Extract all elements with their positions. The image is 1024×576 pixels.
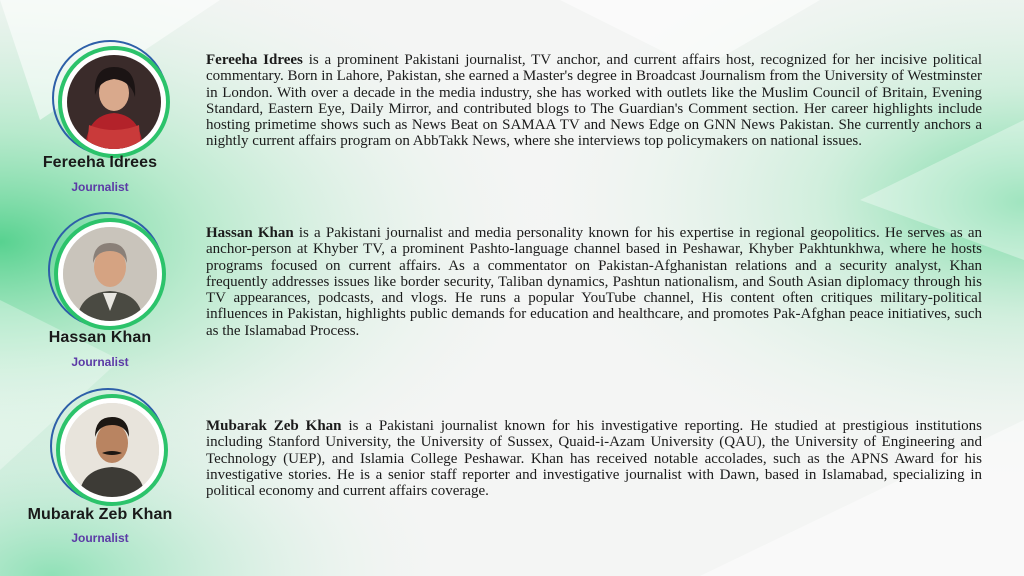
avatar: [48, 212, 168, 332]
avatar: [50, 388, 170, 508]
bio-name: Hassan Khan: [206, 225, 294, 241]
bio-paragraph-fereeha-idrees: [206, 52, 982, 150]
profile-photo: [65, 403, 159, 497]
avatar: [52, 40, 172, 160]
bio-name: Fereeha Idrees: [206, 52, 303, 68]
bio-text: is a Pakistani journalist and media personality known for his expertise in regional geopolitics. He serves as an anchor-person at Khyber TV, a prominent Pashto-language channel based in Peshawar, Khyber Pakhtunkhwa, where he hosts programs focused on current affairs. As a commentator on Pakistan-Afghanistan relations and a security analyst, Khan frequently addresses issues like border security, Taliban dynamics, Pashtun nationalism, and South Asian diplomacy through his TV appearances, podcasts, and vlogs. He runs a popular YouTube channel, His content often critiques military-political influences in Pakistan, highlights public demands for education and healthcare, and promotes Pak-Afghan peace initiatives, such as the Islamabad Process.: [206, 225, 982, 339]
bio-paragraph-hassan-khan: [206, 225, 982, 339]
profile-name: Hassan Khan: [48, 329, 152, 346]
profile-role: Journalist: [71, 355, 129, 369]
bio-name: Mubarak Zeb Khan: [206, 418, 342, 434]
profile-name: Fereeha Idrees: [42, 154, 158, 171]
profile-role: Journalist: [71, 531, 129, 545]
profile-role: Journalist: [71, 180, 129, 194]
profile-photo: [63, 227, 157, 321]
bio-text: is a prominent Pakistani journalist, TV anchor, and current affairs host, recognized for her incisive political commentary. Born in Lahore, Pakistan, she earned a Master's degree in Broadcast Journalism from the University of Westminster in London. With over a decade in the media industry, she has worked with outlets like the Muslim Council of Britain, Evening Standard, Eastern Eye, Daily Mirror, and contributed blogs to The Guardian's Comment section. Her career highlights include hosting primetime shows such as News Beat on SAMAA TV and News Edge on GNN News Pakistan. She currently anchors a nightly current affairs program on AbbTakk News, where she interviews top policymakers on national issues.: [206, 52, 982, 150]
bio-paragraph-mubarak-zeb-khan: [206, 418, 982, 499]
bio-text: is a Pakistani journalist known for his investigative reporting. He studied at prestigious institutions including Stanford University, the University of Sussex, Quaid-i-Azam University (QAU), the University of Engineering and Technology (UEP), and Islamia College Peshawar. Khan has received notable accolades, such as the APNS Award for his investigative stories. He is a senior staff reporter and investigative journalist with Dawn, based in Islamabad, specializing in political economy and current affairs coverage.: [206, 418, 982, 500]
profile-photo: [67, 55, 161, 149]
profile-name: Mubarak Zeb Khan: [27, 506, 173, 523]
